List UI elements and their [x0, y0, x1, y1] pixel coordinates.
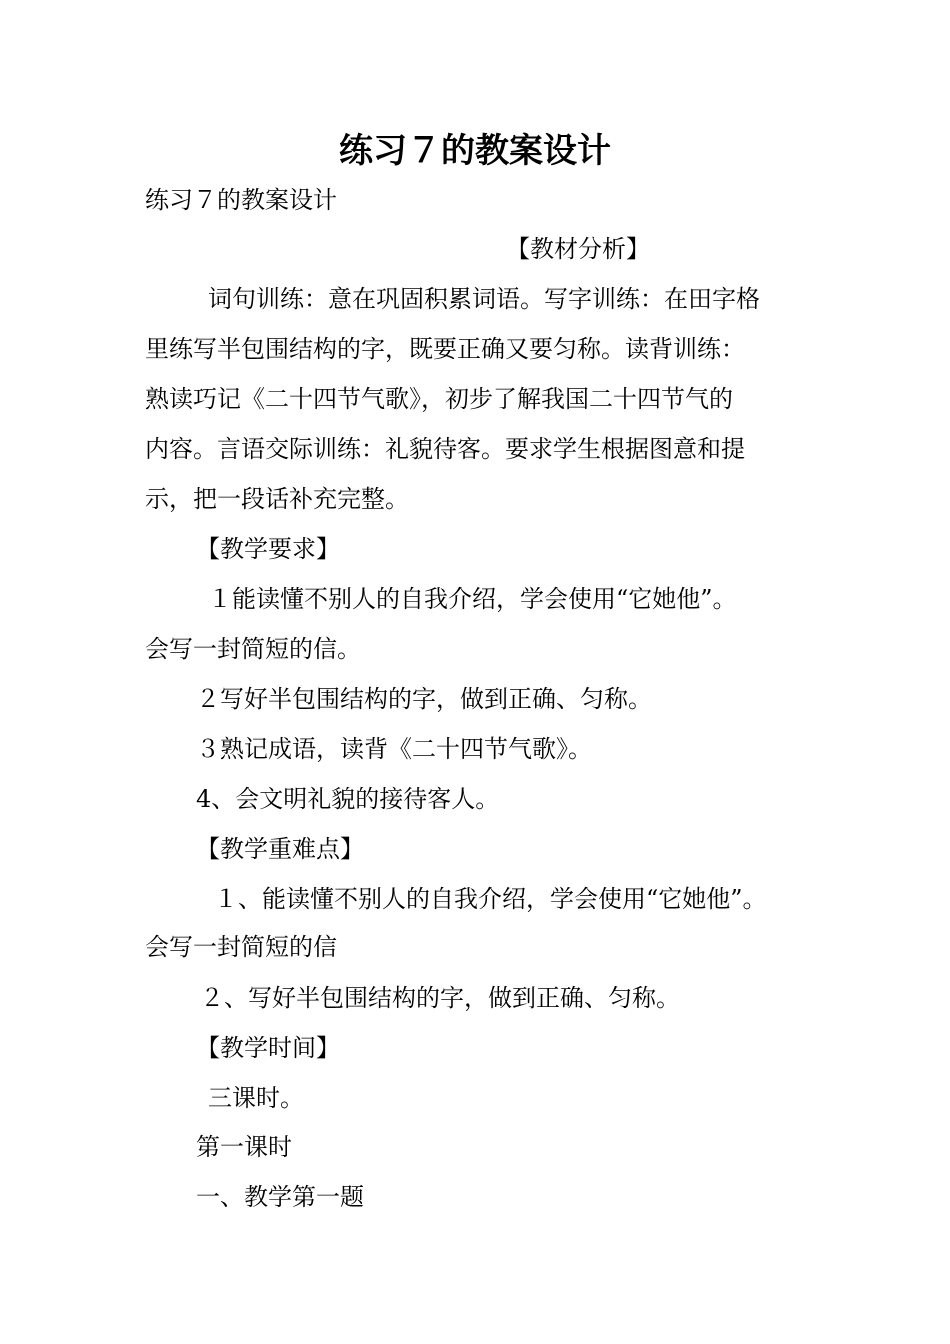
section-heading-requirements: 【教学要求】 — [196, 535, 340, 563]
analysis-line: 词句训练：意在巩固积累词语。写字训练：在田字格 — [208, 285, 760, 313]
requirement-item: 4、会文明礼貌的接待客人。 — [196, 785, 500, 813]
requirement-item: ２写好半包围结构的字，做到正确、匀称。 — [196, 685, 652, 713]
difficulty-item: １、能读懂不别人的自我介绍，学会使用“它她他”。 — [214, 885, 767, 913]
requirement-item: ３熟记成语，读背《二十四节气歌》。 — [196, 735, 592, 763]
section-heading-analysis: 【教材分析】 — [506, 235, 650, 263]
document-subtitle: 练习７的教案设计 — [145, 186, 337, 214]
time-line: 第一课时 — [196, 1133, 292, 1161]
document-title: 练习７的教案设计 — [339, 131, 611, 171]
time-line: 一、教学第一题 — [196, 1183, 364, 1211]
analysis-line: 内容。言语交际训练：礼貌待客。要求学生根据图意和提 — [145, 435, 745, 463]
time-line: 三课时。 — [208, 1084, 304, 1112]
analysis-line: 示，把一段话补充完整。 — [145, 485, 409, 513]
requirement-item: 会写一封简短的信。 — [145, 635, 361, 663]
requirement-item: １能读懂不别人的自我介绍，学会使用“它她他”。 — [208, 585, 737, 613]
difficulty-item: ２、写好半包围结构的字，做到正确、匀称。 — [200, 984, 680, 1012]
section-heading-time: 【教学时间】 — [196, 1034, 340, 1062]
section-heading-difficulty: 【教学重难点】 — [196, 835, 364, 863]
difficulty-item: 会写一封简短的信 — [145, 933, 337, 961]
analysis-line: 熟读巧记《二十四节气歌》，初步了解我国二十四节气的 — [145, 385, 733, 413]
analysis-line: 里练写半包围结构的字，既要正确又要匀称。读背训练： — [145, 335, 745, 363]
